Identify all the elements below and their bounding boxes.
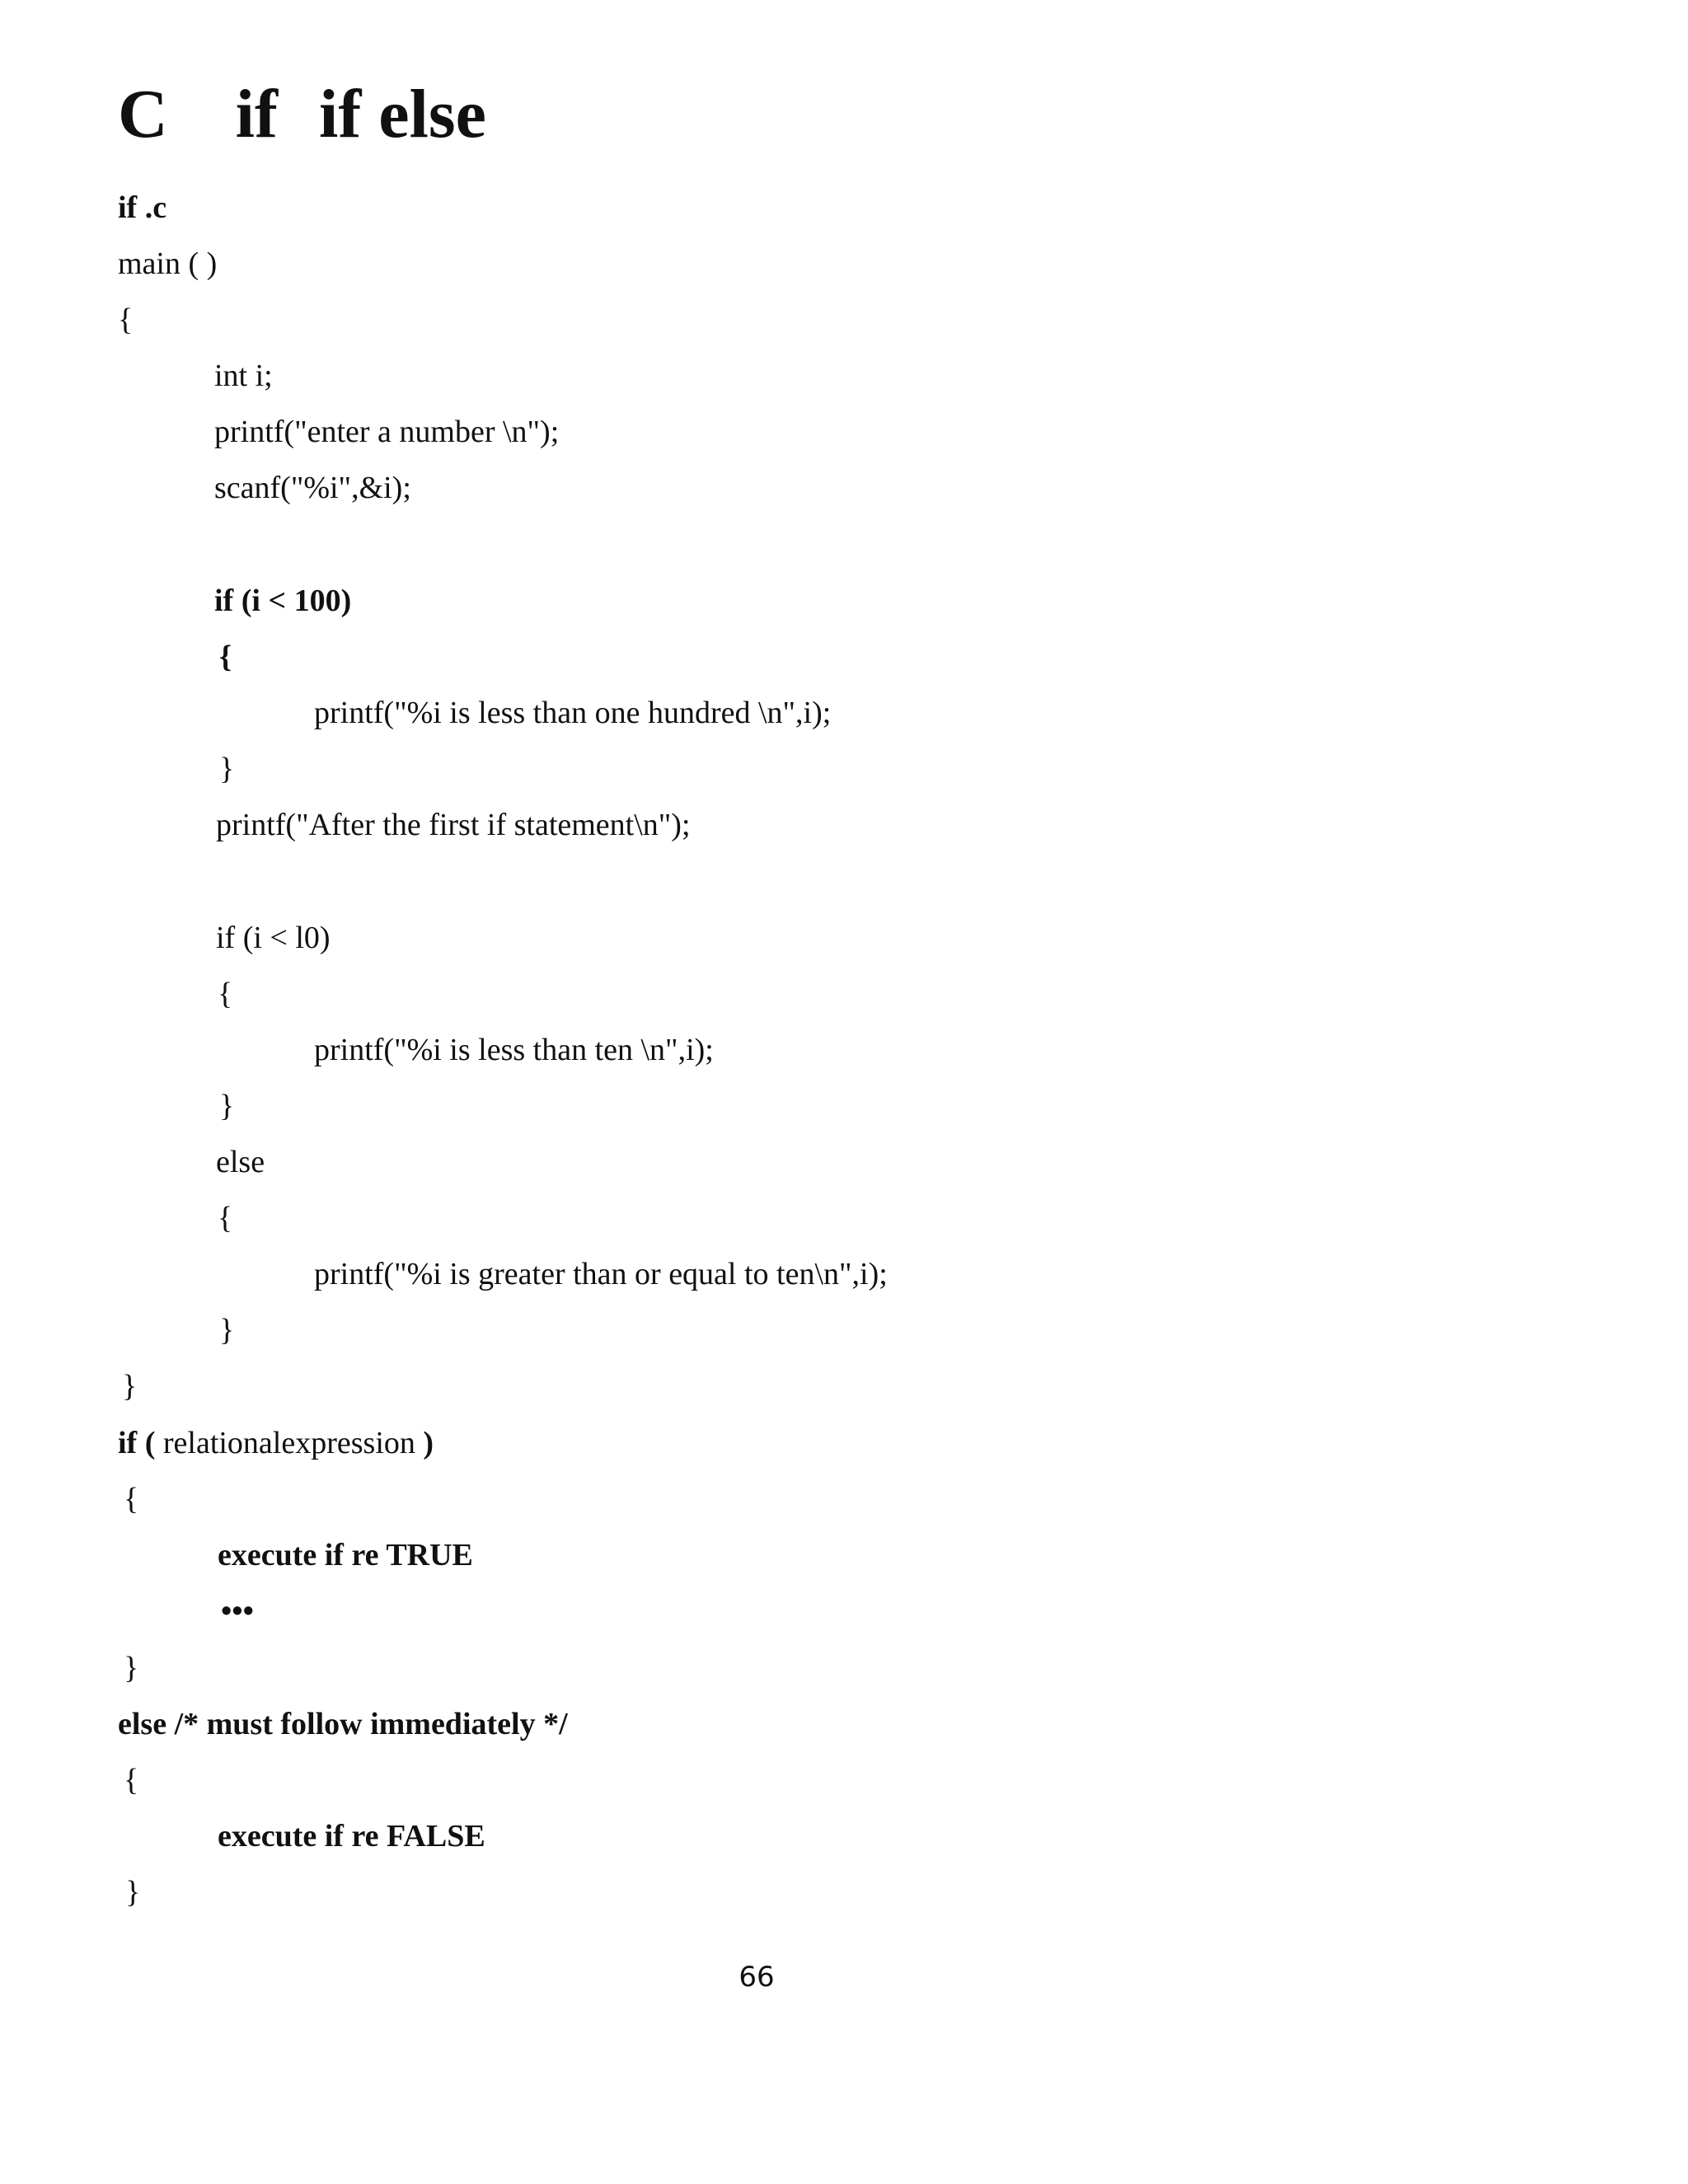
page-title [118,69,486,160]
syntax-execute-false: execute if re FALSE [218,1819,485,1854]
code-main-declaration: main ( ) [118,246,218,281]
syntax-if-line [118,1423,434,1463]
code-else-open-brace: { [218,1201,233,1235]
code-if2-close-brace: } [219,1089,235,1123]
title-part-if: if [235,76,278,152]
code-if1-open-brace: { [219,640,232,674]
syntax-if-keyword: if ( [118,1426,156,1460]
title-part-if-else: if else [318,76,486,152]
code-filename: if .c [118,190,167,225]
code-if-less-than-100: if (i < 100) [214,583,352,618]
code-else-body: printf("%i is greater than or equal to ten\n",i); [314,1257,888,1291]
code-if-less-than-10: if (i < l0) [216,921,331,955]
syntax-if-close-brace: } [124,1651,139,1685]
code-if1-body: printf("%i is less than one hundred \n",i); [314,696,832,730]
code-if2-body: printf("%i is less than ten \n",i); [314,1033,714,1067]
code-printf-enter: printf("enter a number \n"); [214,415,560,449]
syntax-relational-expression: relationalexpression [155,1426,424,1460]
syntax-if-open-brace: { [124,1482,139,1516]
code-main-close-brace: } [122,1369,138,1404]
code-int-declaration: int i; [214,359,273,393]
syntax-else-line: else /* must follow immediately */ [118,1707,568,1741]
code-after-first-if: printf("After the first if statement\n"); [216,808,691,842]
code-scanf: scanf("%i",&i); [214,471,411,505]
syntax-else-close-brace: } [125,1875,141,1910]
code-if1-close-brace: } [219,752,235,786]
code-else-keyword: else [216,1145,265,1179]
title-part-c: C [118,76,168,152]
code-else-close-brace: } [219,1313,235,1347]
page-number: 66 [738,1961,775,1994]
syntax-else-open-brace: { [124,1763,139,1797]
code-main-open-brace: { [118,302,134,337]
syntax-execute-true: execute if re TRUE [218,1538,473,1572]
syntax-ellipsis: ••• [221,1594,254,1629]
code-if2-open-brace: { [218,977,233,1011]
syntax-if-close-paren: ) [423,1426,434,1460]
